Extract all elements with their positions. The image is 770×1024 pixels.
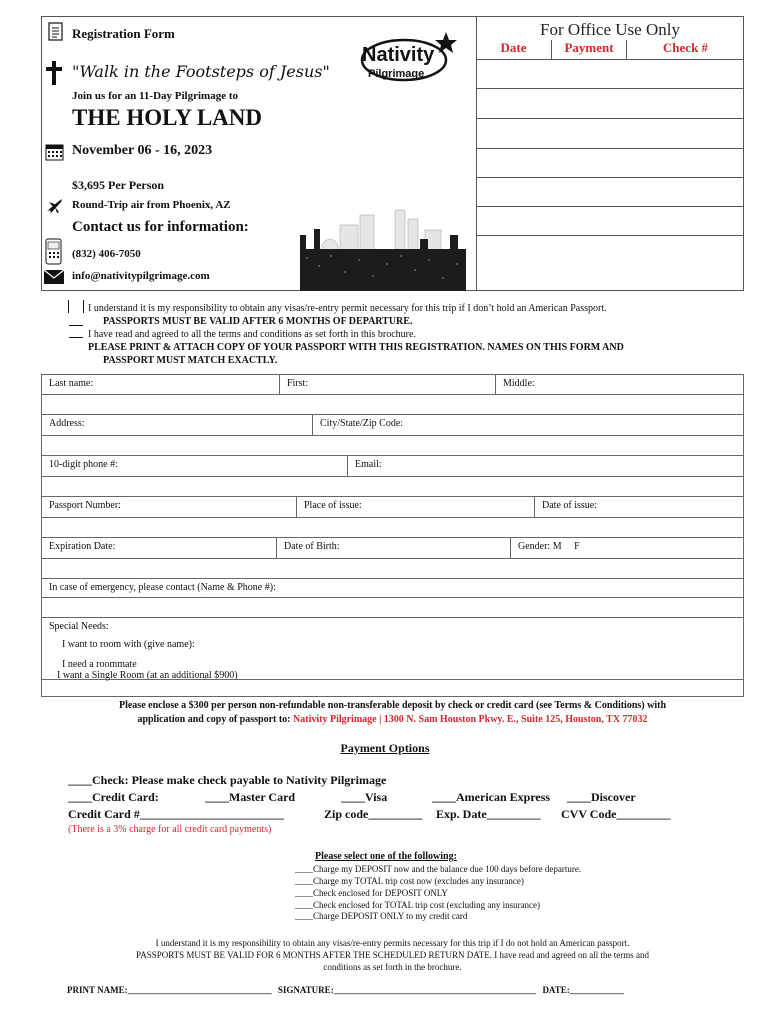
address-label: Address: xyxy=(49,418,85,429)
cvv-field[interactable]: CVV Code_________ xyxy=(561,807,671,821)
room-with-label[interactable]: I want to room with (give name): xyxy=(62,639,195,650)
emergency-contact-label: In case of emergency, please contact (Name & Phone #): xyxy=(49,582,276,593)
check-option[interactable]: ____Check: Please make check payable to Nativity Pilgrimage xyxy=(68,773,387,787)
final-line-3: conditions as set forth in the brochure. xyxy=(323,962,462,972)
ack-attach-2: PASSPORT MUST MATCH EXACTLY. xyxy=(103,355,278,366)
roommate-option[interactable]: I need a roommate xyxy=(62,659,137,670)
exp-date-field[interactable]: Exp. Date_________ xyxy=(436,807,541,821)
deposit-line-1: Please enclose a $300 per person non-refundable non-transferable deposit by check or credit card (see Terms & Conditions) with xyxy=(118,700,667,711)
deposit-prefix: application and copy of passport to: xyxy=(137,714,291,725)
zip-code-field[interactable]: Zip code_________ xyxy=(324,807,423,821)
office-row-line xyxy=(476,88,744,89)
office-col-date: Date xyxy=(476,40,551,60)
logo-text-pilgrimage: Pilgrimage xyxy=(368,68,425,80)
expiration-date-label: Expiration Date: xyxy=(49,541,116,552)
price-suffix: Per Person xyxy=(108,178,165,192)
terms-checkbox[interactable] xyxy=(69,325,83,326)
credit-card-surcharge-note: (There is a 3% charge for all credit card payments) xyxy=(68,824,272,835)
final-line-2: PASSPORTS MUST BE VALID FOR 6 MONTHS AFTER THE SCHEDULED RETURN DATE. I have read and agreed on all the terms and xyxy=(136,950,649,960)
passport-number-field[interactable] xyxy=(42,497,296,517)
passport-row xyxy=(41,497,744,518)
contact-phone: (832) 406-7050 xyxy=(72,248,141,260)
amex-option[interactable]: ____American Express xyxy=(432,790,551,804)
emergency-row xyxy=(41,579,744,598)
option-check-total[interactable]: ____Check enclosed for TOTAL trip cost (excluding any insurance) xyxy=(295,900,541,910)
address-field[interactable] xyxy=(42,415,312,435)
date-of-issue-field[interactable] xyxy=(534,497,743,517)
place-of-issue-label: Place of issue: xyxy=(304,500,362,511)
place-of-issue-field[interactable] xyxy=(296,497,534,517)
option-deposit-now[interactable]: ____Charge my DEPOSIT now and the balance due 100 days before departure. xyxy=(295,864,582,874)
trip-dates: November 06 - 16, 2023 xyxy=(72,143,213,158)
city-state-zip-field[interactable] xyxy=(312,415,743,435)
date-of-issue-label: Date of issue: xyxy=(542,500,597,511)
last-name-field[interactable] xyxy=(42,375,279,394)
emergency-contact-field[interactable] xyxy=(42,579,743,597)
form-title: Registration Form xyxy=(72,26,175,41)
option-deposit-card[interactable]: ____Charge DEPOSIT ONLY to my credit card xyxy=(295,911,468,921)
credit-card-number-field[interactable]: Credit Card #________________________ xyxy=(68,807,284,821)
visa-option[interactable]: ____Visa xyxy=(341,790,388,804)
divider xyxy=(41,679,744,680)
spacer-row xyxy=(41,477,744,497)
office-row-line xyxy=(476,148,744,149)
office-col-check: Check # xyxy=(626,40,744,60)
gender-label: Gender: M F xyxy=(518,541,580,552)
address-row xyxy=(41,415,744,436)
first-name-label: First: xyxy=(287,378,309,389)
deposit-line-2 xyxy=(41,713,744,727)
signature-line xyxy=(67,985,624,995)
single-room-option[interactable]: I want a Single Room (at an additional $900) xyxy=(57,670,238,681)
option-total-now[interactable]: ____Charge my TOTAL trip cost now (excludes any insurance) xyxy=(295,876,524,886)
special-needs-field[interactable] xyxy=(42,618,743,696)
middle-name-label: Middle: xyxy=(503,378,535,389)
date-field[interactable]: DATE:____________ xyxy=(542,985,624,995)
expiration-date-field[interactable] xyxy=(42,538,276,558)
ack-attach: PLEASE PRINT & ATTACH COPY OF YOUR PASSPORT WITH THIS REGISTRATION. NAMES ON THIS FORM AND xyxy=(88,342,624,353)
destination-heading: THE HOLY LAND xyxy=(72,105,263,130)
ack-terms: I have read and agreed to all the terms and conditions as set forth in this brochure. xyxy=(88,329,416,340)
date-of-birth-label: Date of Birth: xyxy=(284,541,340,552)
office-col-payment: Payment xyxy=(551,40,626,60)
special-needs-label: Special Needs: xyxy=(49,621,109,632)
special-needs-row xyxy=(41,618,744,697)
office-row-line xyxy=(476,235,744,236)
passport-number-label: Passport Number: xyxy=(49,500,121,511)
email-label: Email: xyxy=(355,459,382,470)
ack-visa: I understand it is my responsibility to obtain any visas/re-entry permit necessary for this trip if I don’t hold an American Passport. xyxy=(88,303,607,314)
spacer-row xyxy=(41,518,744,538)
select-one-title: Please select one of the following: xyxy=(315,851,457,862)
middle-name-field[interactable] xyxy=(495,375,743,394)
contact-email: info@nativitypilgrimage.com xyxy=(72,270,210,282)
deposit-instructions xyxy=(41,699,744,727)
price-amount: $3,695 xyxy=(72,178,105,192)
phone-label: 10-digit phone #: xyxy=(49,459,118,470)
final-line-1: I understand it is my responsibility to obtain any visas/re-entry permits necessary for this trip if I do not hold an American passport. xyxy=(155,938,630,948)
date-of-birth-field[interactable] xyxy=(276,538,510,558)
envelope-icon xyxy=(43,269,65,285)
office-row-line xyxy=(476,118,744,119)
contact-heading: Contact us for information: xyxy=(72,219,249,235)
join-text: Join us for an 11-Day Pilgrimage to xyxy=(72,90,239,102)
phone-icon xyxy=(44,238,64,266)
spacer-row xyxy=(41,436,744,456)
airplane-icon xyxy=(46,198,64,214)
deposit-address: Nativity Pilgrimage | 1300 N. Sam Houston Pkwy. E., Suite 125, Houston, TX 77032 xyxy=(293,714,648,725)
cross-icon xyxy=(45,60,63,86)
office-row-line xyxy=(476,206,744,207)
print-name-field[interactable]: PRINT NAME:________________________________ xyxy=(67,985,272,995)
slogan: "Walk in the Footsteps of Jesus" xyxy=(72,62,330,81)
name-row xyxy=(41,374,744,395)
last-name-label: Last name: xyxy=(49,378,94,389)
logo-text-nativity: Nativity xyxy=(362,44,435,66)
signature-field[interactable]: SIGNATURE:_____________________________________________ xyxy=(277,985,537,995)
spacer-row xyxy=(41,598,744,618)
phone-field[interactable] xyxy=(42,456,347,476)
office-row-line xyxy=(476,177,744,178)
office-use-title: For Office Use Only xyxy=(540,20,680,39)
airfare-info: Round-Trip air from Phoenix, AZ xyxy=(72,199,231,211)
expiration-row xyxy=(41,538,744,559)
city-state-zip-label: City/State/Zip Code: xyxy=(320,418,404,429)
spacer-row xyxy=(41,395,744,415)
credit-card-option[interactable]: ____Credit Card: xyxy=(68,790,159,804)
attach-checkbox[interactable] xyxy=(69,337,83,338)
ack-passport-valid: PASSPORTS MUST BE VALID AFTER 6 MONTHS OF DEPARTURE. xyxy=(103,316,413,327)
spacer-row xyxy=(41,559,744,579)
email-field[interactable] xyxy=(347,456,743,476)
first-name-field[interactable] xyxy=(279,375,495,394)
document-icon xyxy=(48,22,64,42)
gender-field[interactable] xyxy=(510,538,743,558)
nativity-logo xyxy=(360,28,460,88)
payment-options-title: Payment Options xyxy=(340,741,430,755)
master-card-option[interactable]: ____Master Card xyxy=(205,790,296,804)
phone-email-row xyxy=(41,456,744,477)
calendar-icon xyxy=(45,142,65,162)
discover-option[interactable]: ____Discover xyxy=(567,790,636,804)
option-check-deposit[interactable]: ____Check enclosed for DEPOSIT ONLY xyxy=(295,888,448,898)
visa-checkbox[interactable] xyxy=(68,300,84,313)
price xyxy=(72,178,164,193)
jerusalem-skyline-image xyxy=(300,205,466,291)
